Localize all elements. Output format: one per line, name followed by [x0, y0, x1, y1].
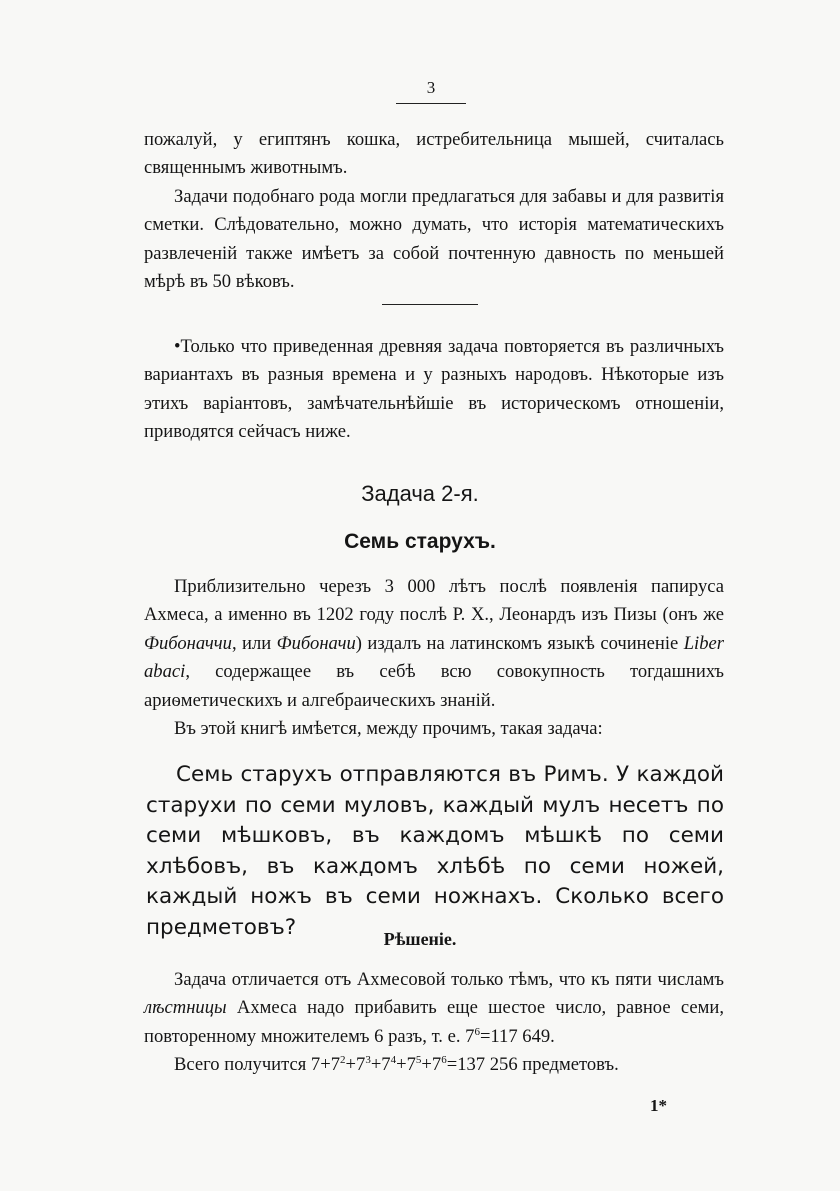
page-number: 3 — [426, 78, 436, 97]
signature-mark: 1* — [650, 1096, 667, 1115]
solution-text — [144, 966, 724, 1080]
solution-title: Рѣшеніе. — [383, 929, 457, 949]
problem-text: Семь старухъ отправляются въ Римъ. У каждой старухи по семи муловъ, каждый мулъ несетъ по семи мѣшковъ, въ каждомъ мѣшкѣ по семи хлѣбовъ, въ каждомъ хлѣбѣ по семи ножей, каждый ножъ въ семи ножнахъ. Сколько всего предметовъ? — [146, 762, 724, 940]
book-title: Liber abaci — [144, 632, 724, 683]
task-intro — [144, 573, 724, 743]
solution-paragraph-2: Всего получится $7+7^2+7^3+7^4+7^5+7^6=137$ 256 предметовъ. — [174, 1054, 619, 1076]
intro-paragraph: Приблизительно черезъ 3 000 лѣтъ послѣ появленія папируса Ахмеса, а именно въ 1202 году послѣ Р. Х., Леонардъ изъ Пизы (онъ же Фибоначчи, или Фибоначи) издалъ на латинскомъ языкѣ сочиненіе Liber abaci, содержащее въ себѣ всю совокупность тогдашнихъ ариѳметическихъ и алгебраическихъ знаній. — [144, 576, 724, 711]
task-name: Семь старухъ. — [344, 530, 496, 553]
section-divider — [382, 304, 478, 305]
lead-paragraph: Въ этой книгѣ имѣется, между прочимъ, такая задача: — [174, 718, 603, 740]
paragraph-history: Задачи подобнаго рода могли предлагаться для забавы и для развитія сметки. Слѣдовательно, можно думать, что исторія математическихъ развлеченій также имѣетъ за собой почтенную давность по меньшей мѣрѣ въ 50 вѣковъ. — [144, 185, 724, 293]
top-text — [144, 126, 724, 296]
solution-paragraph-1: Задача отличается отъ Ахмесовой только тѣмъ, что къ пяти числамъ лѣстницы Ахмеса надо прибавить еще шестое число, равное семи, повторенному множителемъ 6 разъ, т. е. $7^6=117$ 649. — [144, 969, 724, 1047]
paragraph-continuation: пожалуй, у египтянъ кошка, истребительница мышей, считалась священнымъ животнымъ. — [144, 129, 724, 179]
task-title: Задача 2-я. — [361, 481, 479, 506]
note-paragraph: •Только что приведенная древняя задача повторяется въ различныхъ вариантахъ въ разныя времена и у разныхъ народовъ. Нѣкоторые изъ этихъ варіантовъ, замѣчательнѣйшіе въ историческомъ отношеніи, приводятся сейчасъ ниже. — [144, 336, 724, 443]
note-block — [144, 333, 724, 447]
ladder-term: лѣстницы — [144, 997, 227, 1019]
fibonacci-alt-name: Фибоначи — [276, 632, 356, 654]
problem-statement — [146, 760, 724, 943]
fibonacci-name: Фибоначчи — [144, 632, 232, 654]
header-rule — [396, 103, 466, 104]
